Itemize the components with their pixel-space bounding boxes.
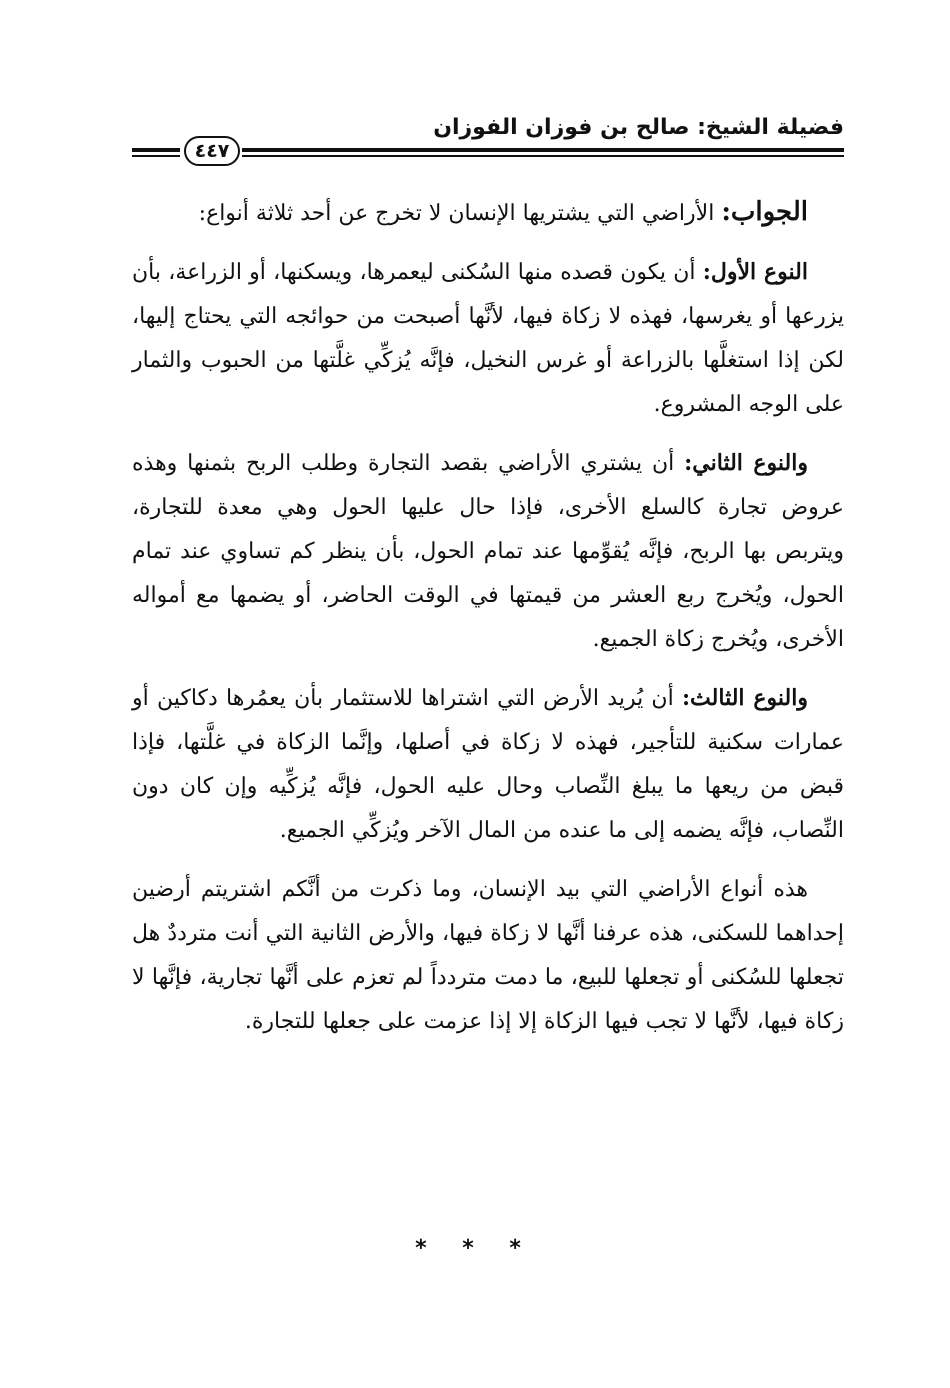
paragraph-type-three [132, 676, 844, 853]
paragraph-answer [132, 190, 844, 236]
paragraph-lead: والنوع الثاني: [684, 450, 808, 476]
section-separator: * * * [415, 1236, 535, 1261]
paragraph-lead: الجواب: [721, 197, 808, 227]
header-title: فضيلة الشيخ: صالح بن فوزان الفوزان [433, 115, 844, 140]
paragraph-text: أن يشتري الأراضي بقصد التجارة وطلب الربح بثمنها وهذه عروض تجارة كالسلع الأخرى، فإذا حال عليها الحول وهي معدة للتجارة، ويتربص بها الربح، فإنَّه يُقوِّمها عند تمام الحول، بأن ينظر كم تساوي عند تمام الحول، ويُخرج ربع العشر من قيمتها في الوقت الحاضر، أو يضمها مع أمواله الأخرى، ويُخرج زكاة الجميع. [132, 451, 844, 652]
paragraph-text: أن يكون قصده منها السُكنى ليعمرها، ويسكنها، أو الزراعة، بأن يزرعها أو يغرسها، فهذه لا زكاة فيها، لأنَّها أصبحت من حوائجه التي يحتاج إليها، لكن إذا استغلَّها بالزراعة أو غرس النخيل، فإنَّه يُزكِّي غلَّتها من الحبوب والثمار على الوجه المشروع. [132, 260, 844, 417]
paragraph-type-one [132, 250, 844, 427]
paragraph-conclusion [132, 867, 844, 1044]
paragraph-text: أن يُريد الأرض التي اشتراها للاستثمار بأن يعمُرها دكاكين أو عمارات سكنية للتأجير، فهذه لا زكاة في أصلها، وإنَّما الزكاة في غلَّتها، فإذا قبض من ريعها ما يبلغ النِّصاب وحال عليه الحول، فإنَّه يُزكِّيه وإن كان دون النِّصاب، فإنَّه يضمه إلى ما عنده من المال الآخر ويُزكِّي الجميع. [132, 686, 844, 843]
body-text [132, 190, 844, 1058]
page-number: ٤٤٧ [184, 136, 240, 166]
header-rule-left-thick [132, 148, 180, 152]
paragraph-type-two [132, 441, 844, 662]
paragraph-lead: والنوع الثالث: [681, 685, 808, 711]
paragraph-text: هذه أنواع الأراضي التي بيد الإنسان، وما ذكرت من أنَّكم اشتريتم أرضين إحداهما للسكنى، هذه عرفنا أنَّها لا زكاة فيها، والأرض الثانية التي أنت مترددٌ هل تجعلها للسُكنى أو تجعلها للبيع، ما دمت متردداً لم تعزم على أنَّها تجارية، فإنَّها لا زكاة فيها، لأنَّها لا تجب فيها الزكاة إلا إذا عزمت على جعلها للتجارة. [132, 877, 844, 1034]
paragraph-text: الأراضي التي يشتريها الإنسان لا تخرج عن أحد ثلاثة أنواع: [198, 201, 722, 226]
header-rule-thin [242, 155, 844, 157]
paragraph-lead: النوع الأول: [702, 259, 808, 285]
header-rule-thick [242, 148, 844, 152]
header-rule-left-thin [132, 155, 180, 157]
page-header [132, 108, 844, 168]
